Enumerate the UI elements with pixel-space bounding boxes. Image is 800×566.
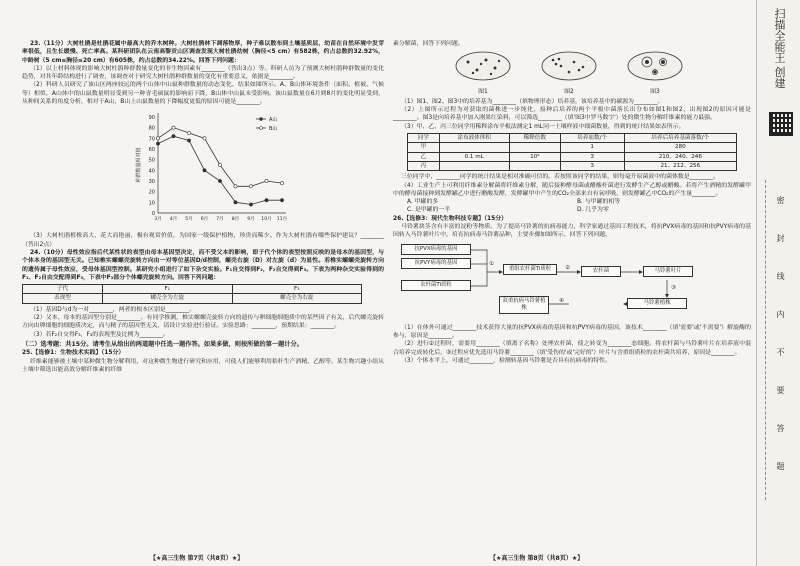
left-page-footer: 【★高三生物 第7页（共8页）★】 (150, 555, 244, 562)
elective-note: （二）选考题：共15分。请考生从给出的两道题中任选一题作答。如果多做，则按所做的第一题计分。 (22, 340, 303, 348)
y-tick-label: 40 (148, 168, 155, 175)
q24-heading: 24.（10分）母性效应指后代某性状的表型由母本基因型决定，而不受父本的影响，即子代个体的表型按照反映的是母本的基因型，与个体本身的基因型无关。已知椎实螺螺壳旋转方向由一对等位基因D/d控制，螺壳右旋（D）对左旋（d）为显性。若椎实螺螺壳旋转方向的遗传属于母性效应，受母体基因型控制。某研究小组进行了如下杂交实验。F₁自交得到F₂，F₂自交得到F₃。下表为两种杂交实验得到的F₁、F₂自由交配得到F₃，下表中F₃部分个体螺壳旋转方向。回答下列问题： (22, 249, 384, 281)
data-point (172, 126, 175, 129)
x-tick-label: 6月 (200, 217, 209, 223)
q24-part1: （1）基因D与d为一对________，两者的根本区别是________。 (30, 306, 196, 313)
seal-char: 密 (776, 196, 785, 204)
x-tick-label: 4月 (169, 217, 178, 223)
option-c: C. 是甲罐的一半 (407, 207, 451, 214)
right-column (393, 40, 751, 550)
table-row (408, 152, 737, 161)
seal-char: 题 (776, 462, 785, 470)
legend-label: A山 (269, 117, 278, 124)
y-tick-label: 60 (148, 147, 155, 154)
count-table-header: 培养后培养基菌落数/个 (624, 134, 736, 143)
seal-char: 线 (776, 272, 785, 280)
data-point (280, 182, 283, 185)
figure-2 (539, 50, 599, 96)
seal-char: 要 (776, 386, 785, 394)
table-cell: 丙 (408, 161, 440, 170)
step-1-label: ① (489, 260, 494, 267)
box-agrobacterium: 农杆菌 (581, 266, 621, 277)
data-point (249, 203, 252, 206)
petri-dish-2-icon (539, 50, 599, 84)
legend-marker (260, 118, 263, 121)
q26-intro: 马铃薯块茎含有丰富的淀粉等物质。为了提高马铃薯的抗病毒能力，科学家通过基因工程技术，将抗PVX病毒的基因和抗PVY病毒的基因转入马铃薯叶片中，培育抗病毒马铃薯品种，主要步骤如图所示，回答下列问题。 (393, 224, 751, 239)
y-tick-label: 90 (148, 115, 155, 122)
box-pvx-gene: 抗PVX病毒的基因 (401, 244, 471, 255)
box-ti-plasmid: 农杆菌Ti质粒 (401, 280, 471, 291)
q26-part1: （1）在体外可通过________技术获得大量的抗PVX病毒的基因和抗PVY病毒的基因，该技术________（填'需要'或'不需要'）解旋酶的参与，原因是________。 (393, 324, 751, 339)
table-cell: 10⁶ (509, 152, 560, 161)
q25-options (393, 198, 751, 215)
data-point (156, 142, 159, 145)
q25-heading: 25.【选修1：生物技术实践】（15分） (22, 350, 125, 357)
data-point (249, 185, 252, 188)
box-recombinant-plasmid: 重组农杆菌Ti质粒 (503, 264, 557, 275)
count-table (407, 133, 737, 171)
q26-part2: （2）进行②过程时，需要用________（填离子名称）处理农杆菌，使之转变为________态细胞。将农杆菌与马铃薯叶片在培养液中混合培养完成转化后，③过程应优先选用马铃薯________（填'受伤的'或'完好的'）叶片与含重组质粒的农杆菌共培养，原因是________。 (393, 341, 751, 356)
q25-part1: （1）图1、图2、图3中的培养基为________（填物理形态）培养基，该培养基中的碳源为________。 (401, 98, 664, 105)
table-cell: 3 (560, 152, 624, 161)
scanner-brand: 扫描全能王 创建 (773, 8, 786, 89)
q23-heading: 23.（11分）大树杜鹃是杜鹃花属中最高大的乔木树种。大树杜鹃林下凋落物厚，种子难以散布到土壤基质层，幼苗在自然环境中发芽率很低，且生长缓慢、死亡率高。某科研团队在云南高黎贡山区调查发现大树杜鹃幼树（胸径<5 cm）有582株，约占总数的32.92%，中龄树（5 cm≤胸径≤20 cm）有605株，约占总数的34.22%。回答下列问题： (22, 41, 384, 64)
data-point (218, 164, 221, 167)
q25-part4: （4）工业生产上可利用纤维素分解菌将纤维素分解，随后接种酵母菌或醋酸杆菌进行发酵生产乙醇或醋酸。若将产生酒精的发酵罐甲中的酵母菌接种到发酵罐乙中进行醋酸发酵，发酵罐甲中产生的CO₂全部来自有氧呼吸，则发酵罐乙中CO₂的产生量________。 (393, 182, 751, 197)
table-cell (439, 143, 509, 152)
box-potato-leaf: 马铃薯叶片 (643, 266, 693, 277)
figure-2-label: 图2 (564, 88, 574, 95)
seal-char: 内 (776, 310, 785, 318)
step-4-label: ④ (559, 297, 564, 304)
count-table-header: 涂布液体体积 (439, 134, 509, 143)
y-tick-label: 80 (148, 126, 155, 133)
q24-part3: （3）若F₂自交得F₃，F₃的表现型及比例为________。 (30, 331, 169, 338)
table-header-offspring: 子代 (23, 285, 103, 294)
petri-dish-1-icon (453, 50, 513, 84)
table-cell: 21、212、256 (624, 161, 736, 170)
seal-char: 封 (776, 234, 785, 242)
table-row-phenotype: 表现型 (23, 294, 103, 303)
count-table-header: 同学 (408, 134, 440, 143)
data-point (265, 199, 268, 202)
option-a: A. 甲罐的多 (407, 199, 439, 206)
box-pvy-gene: 抗PVY病毒的基因 (401, 258, 471, 269)
y-tick-label: 30 (148, 179, 155, 186)
legend-label: B山 (269, 126, 278, 133)
table-cell-f1-value: 螺壳全为左旋 (103, 294, 233, 303)
petri-dish-3-icon (625, 50, 685, 84)
y-tick-label: 20 (148, 190, 155, 197)
series-line (158, 128, 282, 187)
figure-1-label: 图1 (478, 88, 488, 95)
data-point (156, 137, 159, 140)
data-point (172, 135, 175, 138)
table-row (408, 161, 737, 170)
step-3-label: ③ (671, 284, 676, 291)
q23-part3: （3）大树杜鹃植株高大、花大而艳丽，极有观赏价值，为国家一级保护植物，珍贵而稀少。作为大树杜鹃有哪些保护建议？________（答出2点） (22, 233, 384, 248)
table-header-f3: F₃ (232, 285, 362, 294)
y-tick-label: 0 (151, 211, 155, 218)
seal-char: 不 (776, 348, 785, 356)
count-table-header: 培养皿数/个 (560, 134, 624, 143)
table-cell (509, 143, 560, 152)
table-cell: 0.1 mL (439, 152, 509, 161)
q24-part2: （2）父本、母本的基因型分别是________。有同学推测，椎实螺螺壳旋转方向的遗传与卵细胞细胞质中的某些因子有关，后代螺壳旋转方向由卵细胞的细胞质决定，而与精子的基因型无关，请设计实验进行验证。实验思路：________，预期结果：________。 (22, 315, 384, 330)
binding-margin (756, 0, 800, 566)
gene-flow-diagram (399, 242, 739, 322)
petri-figures (453, 50, 751, 96)
table-cell: 乙 (408, 152, 440, 161)
x-tick-label: 11月 (276, 217, 288, 223)
table-cell: 甲 (408, 143, 440, 152)
series-line (158, 137, 282, 205)
q26-heading: 26.【选修3：现代生物科技专题】（15分） (393, 215, 508, 222)
box-double-resistant-plant: 双重抗病马铃薯植株 (499, 296, 549, 314)
table-cell: 210、240、246 (624, 152, 736, 161)
option-d: D. 几乎为零 (577, 207, 609, 214)
seal-dashed-line (765, 180, 766, 500)
table-cell: 3 (560, 161, 624, 170)
data-point (187, 132, 190, 135)
population-chart-svg (132, 109, 292, 229)
option-b: B. 与甲罐的相等 (577, 199, 621, 206)
x-tick-label: 10月 (261, 217, 272, 223)
table-cell (509, 161, 560, 170)
figure-3 (625, 50, 685, 96)
data-point (218, 180, 221, 183)
qr-code-icon (769, 112, 793, 136)
q23-part1: （1）以上材料体现的影响大树杜鹃种群数量变化的非生物因素有________（答出3点）等。科研人员为了预测大树杜鹃种群数量的变化趋势，对其年龄结构进行了调查，该调查对于研究大树杜鹃种群数量的变化有重要意义，依据是________。 (22, 65, 384, 81)
x-tick-label: 3月 (154, 217, 162, 223)
data-point (265, 180, 268, 183)
x-tick-label: 8月 (231, 217, 240, 223)
data-point (280, 199, 283, 202)
q25-part2: （2）上图所示过程为对获取的菌株进一步纯化，接种后培养的两个平板中菌落长出分布如图1和图2，出现图2的原因可能是________。图3是向培养基中加入刚果红染料，可以筛选________（填'图3中罗马数字'）处的微生物分解纤维素的能力最强。 (393, 107, 751, 122)
y-tick-label: 70 (148, 136, 155, 143)
legend-marker (260, 127, 263, 130)
step-2-label: ② (565, 264, 570, 271)
y-tick-label: 10 (148, 200, 155, 207)
y-axis-label: 种群数量相对值 (136, 147, 142, 183)
snail-table (22, 284, 362, 304)
box-potato-plant: 马铃薯植株 (627, 298, 687, 309)
data-point (234, 201, 237, 204)
table-row (408, 143, 737, 152)
data-point (203, 137, 206, 140)
x-tick-label: 5月 (185, 217, 193, 223)
q25-part3b: 三位同学中，________同学的统计结果是相对准确可信的。若按照该同学的结果，则每毫升原菌液中的菌体数是________。 (401, 174, 720, 181)
left-column (22, 40, 384, 550)
x-tick-label: 7月 (216, 217, 224, 223)
data-point (187, 139, 190, 142)
right-page-footer: 【★高三生物 第8页（共8页）★】 (490, 555, 584, 562)
table-cell: 1 (560, 143, 624, 152)
figure-3-label: 图3 (650, 88, 660, 95)
q25-continuation: 素分解菌，回答下列问题。 (393, 41, 464, 47)
table-header-f1: F₁ (103, 285, 233, 294)
table-cell: 280 (624, 143, 736, 152)
q25-part3: （3）甲、乙、丙三位同学用稀释涂布平板法测定1 mL同一土壤样液中细菌数量，得到的统计结果如表所示。 (401, 123, 685, 130)
table-cell (439, 161, 509, 170)
y-tick-label: 50 (148, 158, 155, 165)
q25-intro: 纤维素能够被土壤中某种微生物分解利用，对这种微生物进行研究和应用，可使人们能够利用秸秆生产酒精、乙醇等。某生物兴趣小组从土壤中筛选出能高效分解纤维素的纤维 (22, 358, 384, 373)
data-point (234, 185, 237, 188)
table-cell-f3-value: 螺壳全为右旋 (232, 294, 362, 303)
q23-part2: （2）科研人员研究了该山区两座较远的两个山体中山鼠种群数量的动态变化，结果如图所示。A、B山体环境条件（面积、植被、气候等）相似，A山体中的山鼠数量明显受到另一种青毛硕鼠的影响而下降，B山体中山鼠未受影响。该山鼠数量在6月到8月的变化明显受到，从种间关系的角度分析，相对于A山，B山上山鼠数量的下降幅度更低的原因可能是________。 (22, 82, 384, 106)
x-tick-label: 9月 (247, 217, 255, 223)
q26-part3: （3）个体水平上，可通过________，检测转基因马铃薯是否具有抗病毒的特性。 (401, 357, 611, 364)
figure-1 (453, 50, 513, 96)
data-point (203, 169, 206, 172)
seal-char: 答 (776, 424, 785, 432)
population-chart (132, 109, 292, 229)
count-table-header: 稀释倍数 (509, 134, 560, 143)
